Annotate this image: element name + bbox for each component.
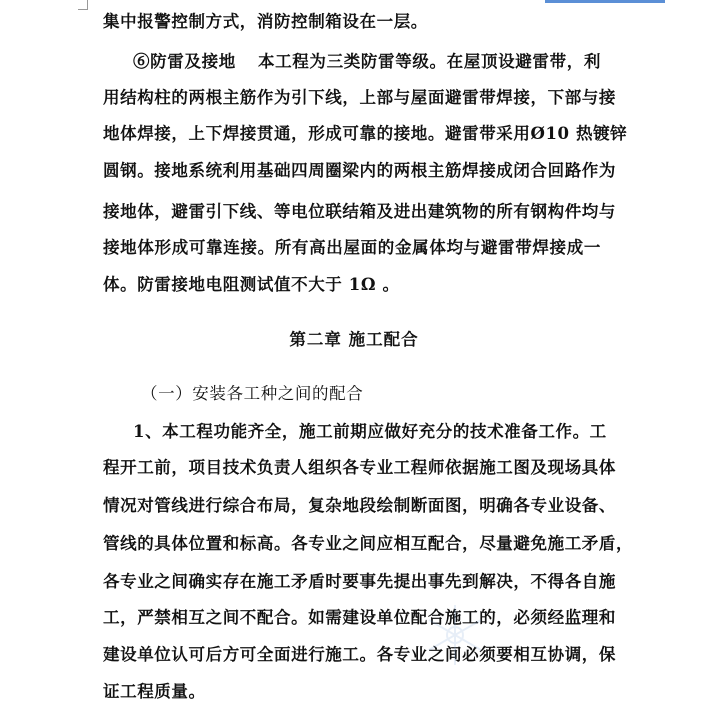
paragraph-lightning-line-7: 体。防雷接地电阻测试值不大于 1Ω 。 [103,275,400,294]
paragraph-lightning-line-3: 地体焊接，上下焊接贯通，形成可靠的接地。避雷带采用Ø10 热镀锌 [103,124,628,143]
paragraph-coordination-line-7: 建设单位认可后方可全面进行施工。各专业之间必须要相互协调，保 [103,645,616,664]
snowflake-watermark-icon [420,600,490,670]
paragraph-lightning-line-5: 接地体，避雷引下线、等电位联结箱及进出建筑物的所有钢构件均与 [103,202,616,221]
paragraph-lightning-line-6: 接地体形成可靠连接。所有高出屋面的金属体均与避雷带焊接成一 [103,238,601,257]
lightning-protection-heading: ⑥防雷及接地 [133,52,236,71]
section-title: （一）安装各工种之间的配合 [141,384,364,403]
paragraph-coordination-line-8: 证工程质量。 [103,682,206,701]
paragraph-coordination-line-6: 工，严禁相互之间不配合。如需建设单位配合施工的，必须经监理和 [103,608,616,627]
chapter-title: 第二章 施工配合 [289,330,419,349]
paragraph-lightning-line-1 [133,50,601,74]
paragraph-fire-control-end: 集中报警控制方式，消防控制箱设在一层。 [103,12,428,31]
paragraph-coordination-line-2: 程开工前，项目技术负责人组织各专业工程师依据施工图及现场具体 [103,458,616,477]
lightning-line-1-text: 本工程为三类防雷等级。在屋顶设避雷带，利 [257,52,601,71]
paragraph-lightning-line-2: 用结构柱的两根主筋作为引下线，上部与屋面避雷带焊接，下部与接 [103,88,616,107]
paragraph-coordination-line-4: 管线的具体位置和标高。各专业之间应相互配合，尽量避免施工矛盾， [103,534,634,553]
paragraph-coordination-line-1: 1、本工程功能齐全，施工前期应做好充分的技术准备工作。工 [133,422,607,441]
paragraph-coordination-line-5: 各专业之间确实存在施工矛盾时要事先提出事先到解决，不得各自施 [103,572,616,591]
paragraph-coordination-line-3: 情况对管线进行综合布局，复杂地段绘制断面图，明确各专业设备、 [103,496,616,515]
paragraph-lightning-line-4: 圆钢。接地系统利用基础四周圈梁内的两根主筋焊接成闭合回路作为 [103,161,616,180]
